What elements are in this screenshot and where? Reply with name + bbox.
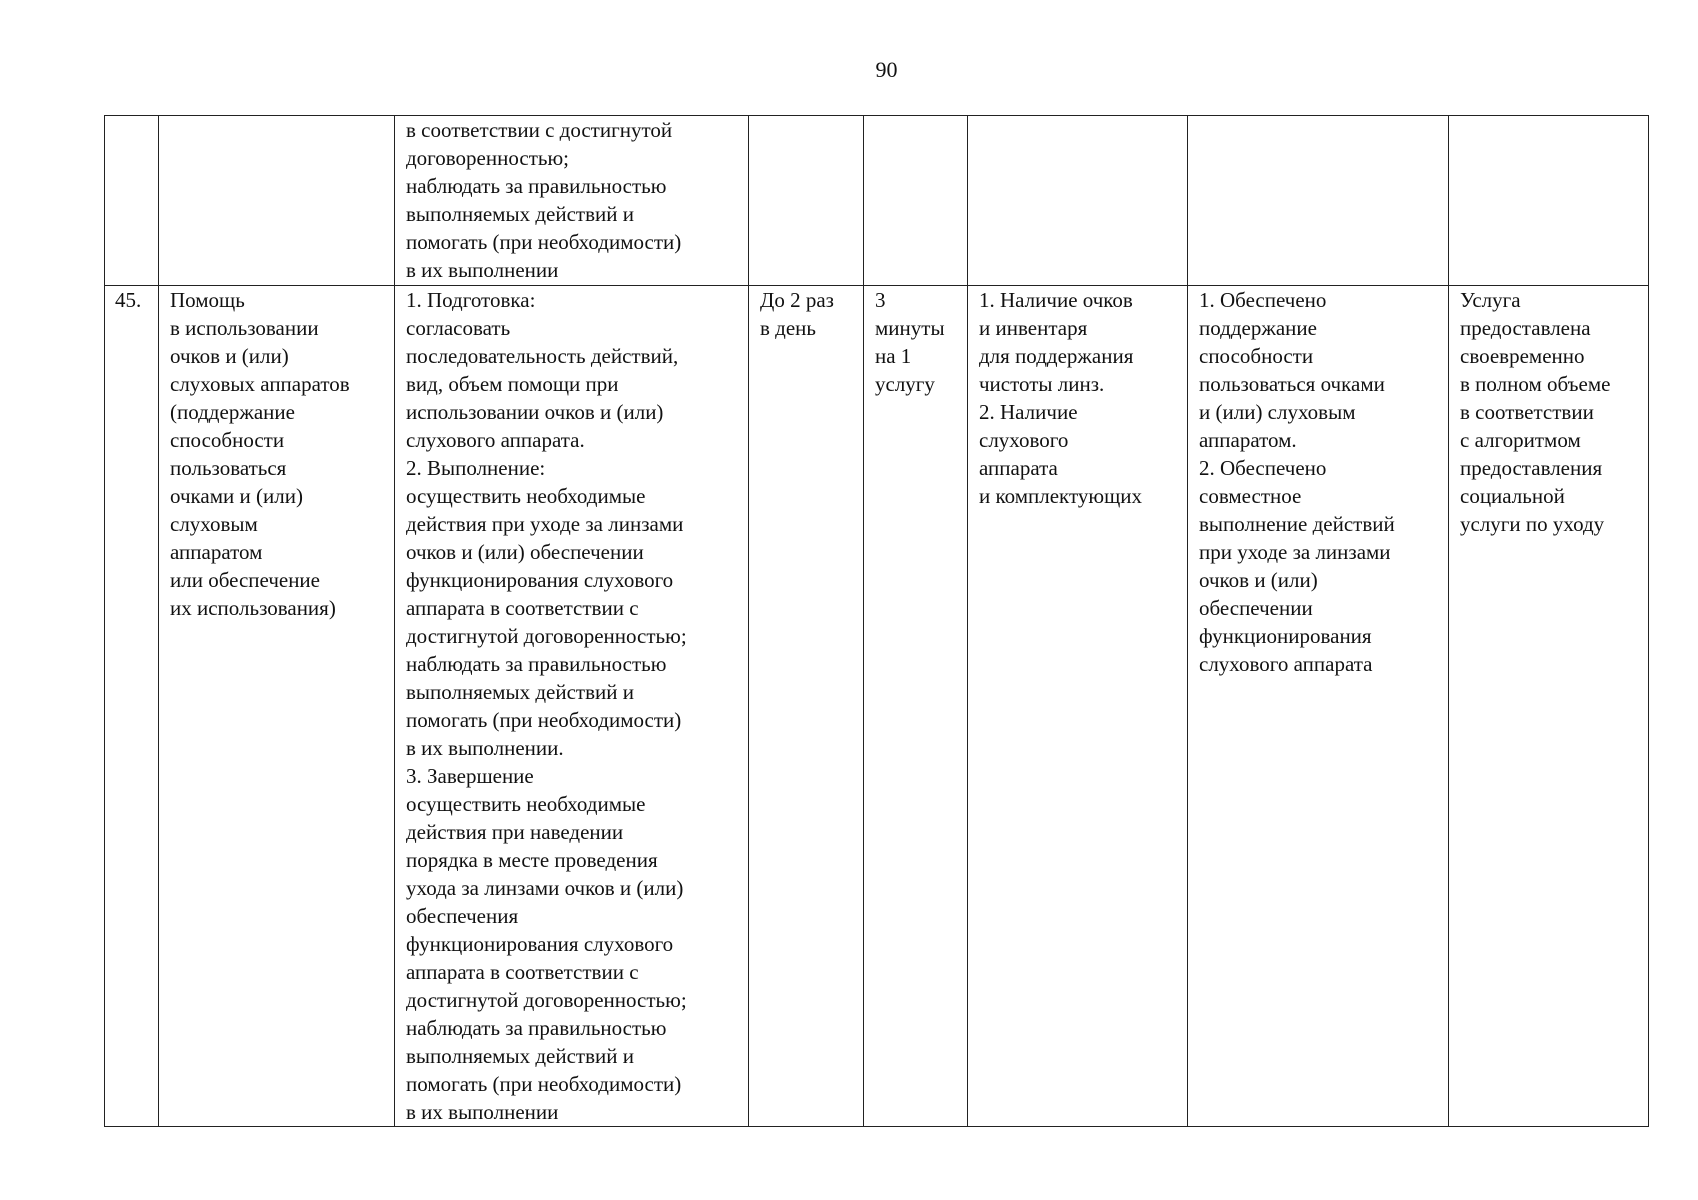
row-number-cell: 45. xyxy=(105,286,159,1127)
quality-cell xyxy=(1449,116,1649,286)
duration-cell: 3 минуты на 1 услугу xyxy=(864,286,968,1127)
frequency-cell xyxy=(749,116,864,286)
procedure-cell: 1. Подготовка: согласовать последовательность действий, вид, объем помощи при использовании очков и (или) слухового аппарата. 2. Выполнение: осуществить необходимые действия при уходе за линзами очков и (или) обеспечении функционирования слухового аппарата в соответствии с достигнутой договоренностью; наблюдать за правильностью выполняемых действий и помогать (при необходимости) в их выполнении. 3. Завершение осуществить необходимые действия при наведении порядка в месте проведения ухода за линзами очков и (или) обеспечения функционирования слухового аппарата в соответствии с достигнутой договоренностью; наблюдать за правильностью выполняемых действий и помогать (при необходимости) в их выполнении xyxy=(395,286,749,1127)
result-cell xyxy=(1188,116,1449,286)
page-number: 90 xyxy=(875,57,898,82)
row-number-cell xyxy=(105,116,159,286)
service-name-cell: Помощь в использовании очков и (или) слуховых аппаратов (поддержание способности пользоваться очками и (или) слуховым аппаратом или обеспечение их использования) xyxy=(159,286,395,1127)
table-row-continuation xyxy=(105,116,1649,286)
procedure-cell: в соответствии с достигнутой договоренностью; наблюдать за правильностью выполняемых действий и помогать (при необходимости) в их выполнении xyxy=(395,116,749,286)
table-row-45 xyxy=(105,286,1649,1127)
result-cell: 1. Обеспечено поддержание способности пользоваться очками и (или) слуховым аппаратом. 2. Обеспечено совместное выполнение действий при уходе за линзами очков и (или) обеспечении функционирования слухового аппарата xyxy=(1188,286,1449,1127)
frequency-cell: До 2 раз в день xyxy=(749,286,864,1127)
services-table xyxy=(104,115,1649,1127)
service-name-cell xyxy=(159,116,395,286)
conditions-cell xyxy=(968,116,1188,286)
quality-cell: Услуга предоставлена своевременно в полном объеме в соответствии с алгоритмом предоставления социальной услуги по уходу xyxy=(1449,286,1649,1127)
duration-cell xyxy=(864,116,968,286)
conditions-cell: 1. Наличие очков и инвентаря для поддержания чистоты линз. 2. Наличие слухового аппарата и комплектующих xyxy=(968,286,1188,1127)
